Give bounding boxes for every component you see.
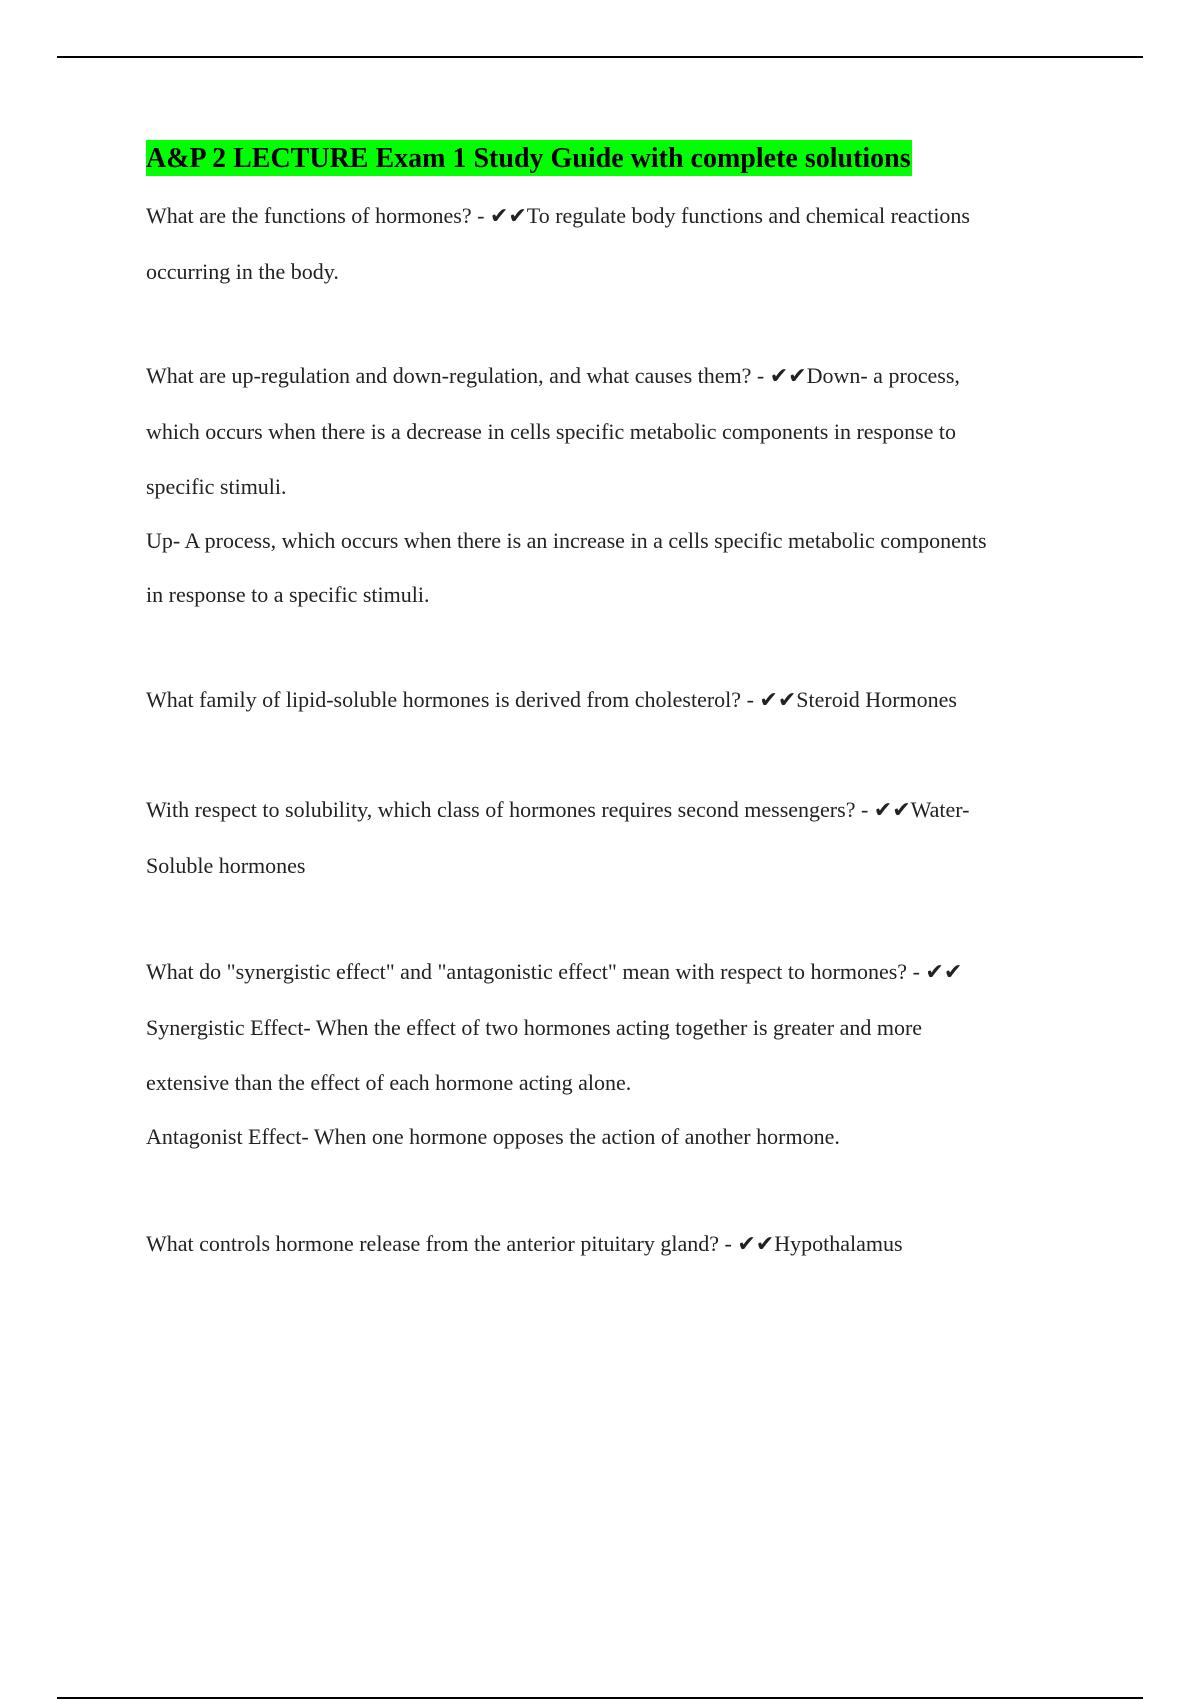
qa-item <box>146 1216 1076 1272</box>
qa-line: What family of lipid-soluble hormones is derived from cholesterol? - ✔✔Steroid Hormones <box>146 687 957 712</box>
qa-line: extensive than the effect of each hormone acting alone. <box>146 1070 632 1095</box>
qa-line: What controls hormone release from the anterior pituitary gland? - ✔✔Hypothalamus <box>146 1231 903 1256</box>
qa-line: in response to a specific stimuli. <box>146 582 430 607</box>
qa-line: What are the functions of hormones? - ✔✔To regulate body functions and chemical reactions <box>146 203 970 228</box>
qa-line: occurring in the body. <box>146 259 339 284</box>
qa-item <box>146 188 1076 300</box>
qa-line: Soluble hormones <box>146 853 306 878</box>
document-body <box>146 140 1076 1272</box>
qa-line: specific stimuli. <box>146 474 287 499</box>
qa-line: What do "synergistic effect" and "antagonistic effect" mean with respect to hormones? - ✔✔ <box>146 959 963 984</box>
qa-item <box>146 944 1076 1164</box>
document-title: A&P 2 LECTURE Exam 1 Study Guide with complete solutions <box>146 140 912 176</box>
qa-line: Up- A process, which occurs when there is an increase in a cells specific metabolic components <box>146 528 987 553</box>
qa-item <box>146 782 1076 894</box>
qa-line: What are up-regulation and down-regulation, and what causes them? - ✔✔Down- a process, <box>146 363 960 388</box>
header-rule <box>57 56 1143 58</box>
footer-rule <box>57 1697 1143 1699</box>
qa-line: which occurs when there is a decrease in cells specific metabolic components in response to <box>146 419 957 444</box>
qa-line: With respect to solubility, which class of hormones requires second messengers? - ✔✔Water- <box>146 797 970 822</box>
qa-item <box>146 672 1076 728</box>
title-wrapper <box>146 140 1076 176</box>
qa-item <box>146 348 1076 622</box>
qa-line: Antagonist Effect- When one hormone opposes the action of another hormone. <box>146 1124 840 1149</box>
qa-line: Synergistic Effect- When the effect of two hormones acting together is greater and more <box>146 1015 923 1040</box>
